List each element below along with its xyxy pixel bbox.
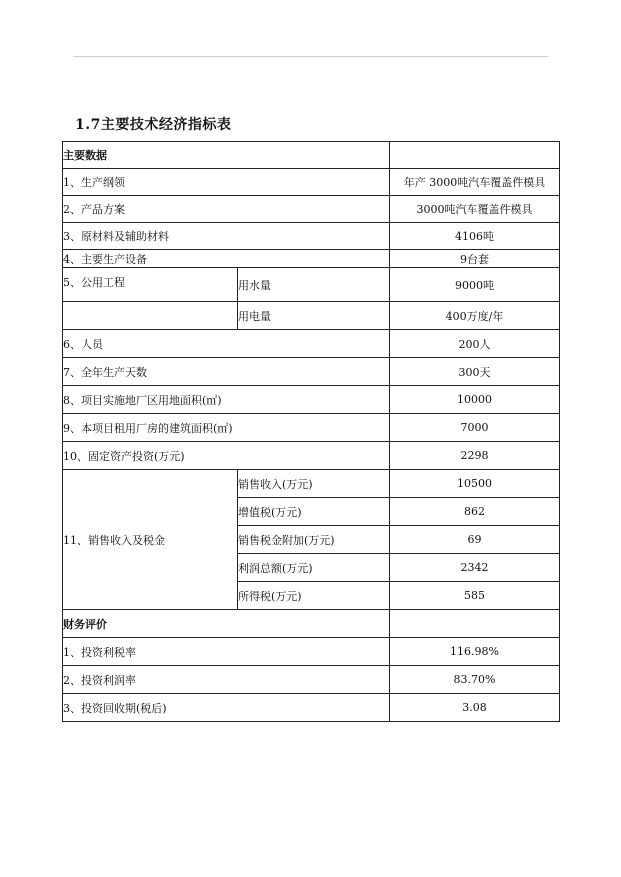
page-header-rule [73, 56, 548, 57]
row-label-roi-profit: 2、投资利润率 [63, 666, 390, 694]
row-value-sales-revenue: 10500 [390, 470, 560, 498]
table-row [63, 638, 560, 666]
row-value-product-plan: 3000吨汽车覆盖件模具 [390, 196, 560, 223]
section-title: 1.7主要技术经济指标表 [75, 117, 232, 133]
row-value-roi-tax: 116.98% [390, 638, 560, 666]
table-cell-empty [63, 302, 238, 330]
row-sub-income-tax: 所得税(万元) [238, 582, 390, 610]
table-cell-empty [390, 142, 560, 169]
table-row [63, 169, 560, 196]
row-value-land-area: 10000 [390, 386, 560, 414]
table-row [63, 358, 560, 386]
table-row [63, 470, 560, 498]
row-value-fixed-investment: 2298 [390, 442, 560, 470]
row-value-vat: 862 [390, 498, 560, 526]
row-value-income-tax: 585 [390, 582, 560, 610]
row-sub-water: 用水量 [238, 268, 390, 302]
section-header-financial-evaluation: 财务评价 [63, 610, 390, 638]
row-value-roi-profit: 83.70% [390, 666, 560, 694]
table-row [63, 386, 560, 414]
row-value-water: 9000吨 [390, 268, 560, 302]
table-row [63, 268, 560, 302]
table-row [63, 610, 560, 638]
row-label-equipment: 4、主要生产设备 [63, 250, 390, 268]
row-label-product-plan: 2、产品方案 [63, 196, 390, 223]
row-value-equipment: 9台套 [390, 250, 560, 268]
row-label-utilities: 5、公用工程 [63, 268, 238, 302]
row-sub-total-profit: 利润总额(万元) [238, 554, 390, 582]
row-value-building-area: 7000 [390, 414, 560, 442]
row-value-working-days: 300天 [390, 358, 560, 386]
row-label-materials: 3、原材料及辅助材料 [63, 223, 390, 250]
section-header-main-data: 主要数据 [63, 142, 390, 169]
row-label-sales-and-taxes: 11、销售收入及税金 [63, 470, 238, 610]
table-row [63, 250, 560, 268]
row-label-fixed-investment: 10、固定资产投资(万元) [63, 442, 390, 470]
row-label-staff: 6、人员 [63, 330, 390, 358]
row-value-staff: 200人 [390, 330, 560, 358]
row-sub-sales-tax-surcharge: 销售税金附加(万元) [238, 526, 390, 554]
technical-economic-indicators-table [62, 141, 560, 722]
row-value-production-program: 年产 3000吨汽车覆盖件模具 [390, 169, 560, 196]
table-row [63, 142, 560, 169]
row-value-payback-period: 3.08 [390, 694, 560, 722]
table-row [63, 694, 560, 722]
row-sub-vat: 增值税(万元) [238, 498, 390, 526]
table-row [63, 442, 560, 470]
row-value-electricity: 400万度/年 [390, 302, 560, 330]
table-cell-empty [390, 610, 560, 638]
table-row [63, 666, 560, 694]
row-label-working-days: 7、全年生产天数 [63, 358, 390, 386]
row-label-payback-period: 3、投资回收期(税后) [63, 694, 390, 722]
row-sub-sales-revenue: 销售收入(万元) [238, 470, 390, 498]
table-row [63, 302, 560, 330]
row-value-materials: 4106吨 [390, 223, 560, 250]
row-sub-electricity: 用电量 [238, 302, 390, 330]
row-label-roi-tax: 1、投资利税率 [63, 638, 390, 666]
table-row [63, 330, 560, 358]
table-row [63, 414, 560, 442]
table-row [63, 196, 560, 223]
row-label-building-area: 9、本项目租用厂房的建筑面积(㎡) [63, 414, 390, 442]
row-label-production-program: 1、生产纲领 [63, 169, 390, 196]
row-value-total-profit: 2342 [390, 554, 560, 582]
row-value-sales-tax-surcharge: 69 [390, 526, 560, 554]
row-label-land-area: 8、项目实施地厂区用地面积(㎡) [63, 386, 390, 414]
table-row [63, 223, 560, 250]
